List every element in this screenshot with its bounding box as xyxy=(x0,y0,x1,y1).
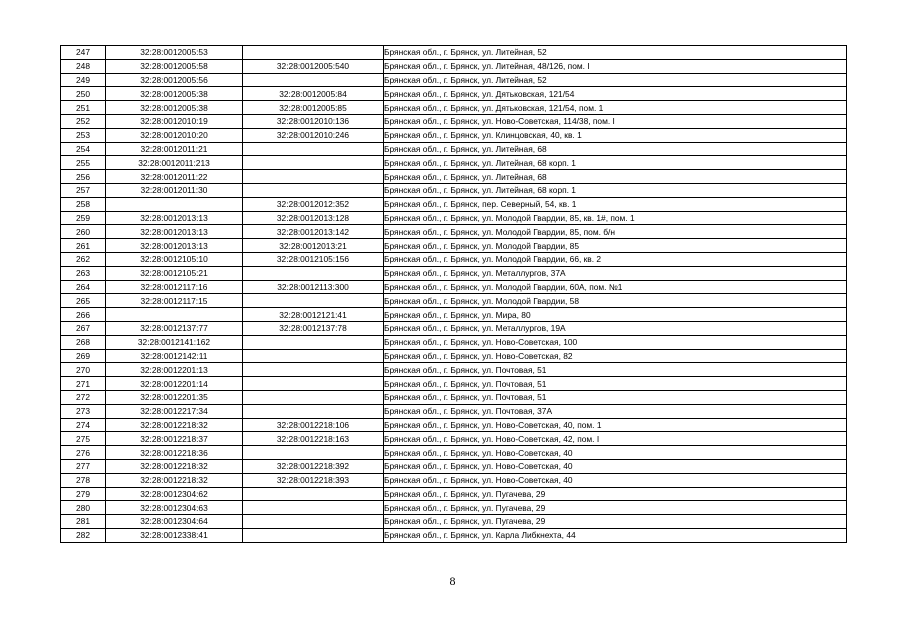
address-cell: Брянская обл., г. Брянск, ул. Ново-Советская, 40 xyxy=(384,446,847,460)
object-cadastral-number-cell xyxy=(243,390,384,404)
object-cadastral-number-cell: 32:28:0012005:84 xyxy=(243,87,384,101)
table-row xyxy=(61,349,847,363)
land-cadastral-number-cell: 32:28:0012105:10 xyxy=(106,252,243,266)
table-row xyxy=(61,487,847,501)
land-cadastral-number-cell: 32:28:0012005:38 xyxy=(106,87,243,101)
address-cell: Брянская обл., г. Брянск, ул. Литейная, 68 xyxy=(384,170,847,184)
address-cell: Брянская обл., г. Брянск, ул. Литейная, 68 корп. 1 xyxy=(384,156,847,170)
object-cadastral-number-cell: 32:28:0012005:85 xyxy=(243,101,384,115)
row-number-cell: 278 xyxy=(61,473,106,487)
table-row xyxy=(61,156,847,170)
address-cell: Брянская обл., г. Брянск, ул. Клинцовская, 40, кв. 1 xyxy=(384,128,847,142)
object-cadastral-number-cell: 32:28:0012121:41 xyxy=(243,308,384,322)
table-row xyxy=(61,128,847,142)
row-number-cell: 273 xyxy=(61,404,106,418)
table-row xyxy=(61,404,847,418)
table-row xyxy=(61,377,847,391)
table-row xyxy=(61,73,847,87)
row-number-cell: 272 xyxy=(61,390,106,404)
land-cadastral-number-cell: 32:28:0012011:22 xyxy=(106,170,243,184)
row-number-cell: 264 xyxy=(61,280,106,294)
object-cadastral-number-cell: 32:28:0012113:300 xyxy=(243,280,384,294)
land-cadastral-number-cell xyxy=(106,308,243,322)
object-cadastral-number-cell: 32:28:0012105:156 xyxy=(243,252,384,266)
land-cadastral-number-cell xyxy=(106,197,243,211)
row-number-cell: 250 xyxy=(61,87,106,101)
object-cadastral-number-cell xyxy=(243,363,384,377)
row-number-cell: 281 xyxy=(61,515,106,529)
table-row xyxy=(61,363,847,377)
land-cadastral-number-cell: 32:28:0012005:53 xyxy=(106,46,243,60)
object-cadastral-number-cell xyxy=(243,170,384,184)
row-number-cell: 261 xyxy=(61,239,106,253)
table-row xyxy=(61,501,847,515)
row-number-cell: 249 xyxy=(61,73,106,87)
table-row xyxy=(61,528,847,542)
table-row xyxy=(61,308,847,322)
land-cadastral-number-cell: 32:28:0012304:64 xyxy=(106,515,243,529)
property-registry-table xyxy=(60,45,847,543)
row-number-cell: 271 xyxy=(61,377,106,391)
row-number-cell: 275 xyxy=(61,432,106,446)
row-number-cell: 282 xyxy=(61,528,106,542)
address-cell: Брянская обл., г. Брянск, ул. Ново-Советская, 40 xyxy=(384,473,847,487)
land-cadastral-number-cell: 32:28:0012218:36 xyxy=(106,446,243,460)
land-cadastral-number-cell: 32:28:0012105:21 xyxy=(106,266,243,280)
table-row xyxy=(61,335,847,349)
land-cadastral-number-cell: 32:28:0012013:13 xyxy=(106,239,243,253)
address-cell: Брянская обл., г. Брянск, ул. Почтовая, 51 xyxy=(384,390,847,404)
land-cadastral-number-cell: 32:28:0012011:21 xyxy=(106,142,243,156)
object-cadastral-number-cell xyxy=(243,487,384,501)
land-cadastral-number-cell: 32:28:0012201:35 xyxy=(106,390,243,404)
row-number-cell: 265 xyxy=(61,294,106,308)
address-cell: Брянская обл., г. Брянск, ул. Литейная, 68 xyxy=(384,142,847,156)
row-number-cell: 256 xyxy=(61,170,106,184)
land-cadastral-number-cell: 32:28:0012218:32 xyxy=(106,459,243,473)
object-cadastral-number-cell: 32:28:0012218:163 xyxy=(243,432,384,446)
address-cell: Брянская обл., г. Брянск, ул. Металлургов, 19А xyxy=(384,321,847,335)
address-cell: Брянская обл., г. Брянск, ул. Молодой Гвардии, 85 xyxy=(384,239,847,253)
address-cell: Брянская обл., г. Брянск, ул. Литейная, 52 xyxy=(384,73,847,87)
row-number-cell: 268 xyxy=(61,335,106,349)
row-number-cell: 279 xyxy=(61,487,106,501)
table-row xyxy=(61,142,847,156)
row-number-cell: 274 xyxy=(61,418,106,432)
page-number: 8 xyxy=(449,574,456,588)
land-cadastral-number-cell: 32:28:0012137:77 xyxy=(106,321,243,335)
row-number-cell: 248 xyxy=(61,59,106,73)
table-row xyxy=(61,239,847,253)
object-cadastral-number-cell: 32:28:0012013:128 xyxy=(243,211,384,225)
land-cadastral-number-cell: 32:28:0012117:15 xyxy=(106,294,243,308)
address-cell: Брянская обл., г. Брянск, ул. Молодой Гвардии, 58 xyxy=(384,294,847,308)
table-row xyxy=(61,87,847,101)
table-row xyxy=(61,432,847,446)
object-cadastral-number-cell xyxy=(243,335,384,349)
address-cell: Брянская обл., г. Брянск, ул. Мира, 80 xyxy=(384,308,847,322)
land-cadastral-number-cell: 32:28:0012011:213 xyxy=(106,156,243,170)
table-row xyxy=(61,473,847,487)
object-cadastral-number-cell xyxy=(243,501,384,515)
object-cadastral-number-cell: 32:28:0012005:540 xyxy=(243,59,384,73)
row-number-cell: 276 xyxy=(61,446,106,460)
address-cell: Брянская обл., г. Брянск, ул. Литейная, 52 xyxy=(384,46,847,60)
row-number-cell: 259 xyxy=(61,211,106,225)
address-cell: Брянская обл., г. Брянск, ул. Пугачева, 29 xyxy=(384,501,847,515)
table-row xyxy=(61,459,847,473)
address-cell: Брянская обл., г. Брянск, ул. Пугачева, 29 xyxy=(384,487,847,501)
land-cadastral-number-cell: 32:28:0012218:32 xyxy=(106,473,243,487)
land-cadastral-number-cell: 32:28:0012010:20 xyxy=(106,128,243,142)
row-number-cell: 258 xyxy=(61,197,106,211)
address-cell: Брянская обл., г. Брянск, ул. Ново-Советская, 114/38, пом. I xyxy=(384,114,847,128)
object-cadastral-number-cell xyxy=(243,46,384,60)
row-number-cell: 266 xyxy=(61,308,106,322)
table-row xyxy=(61,390,847,404)
address-cell: Брянская обл., г. Брянск, ул. Ново-Советская, 82 xyxy=(384,349,847,363)
table-row xyxy=(61,211,847,225)
object-cadastral-number-cell xyxy=(243,446,384,460)
object-cadastral-number-cell: 32:28:0012010:136 xyxy=(243,114,384,128)
row-number-cell: 251 xyxy=(61,101,106,115)
row-number-cell: 280 xyxy=(61,501,106,515)
land-cadastral-number-cell: 32:28:0012005:58 xyxy=(106,59,243,73)
row-number-cell: 263 xyxy=(61,266,106,280)
address-cell: Брянская обл., г. Брянск, ул. Молодой Гвардии, 60А, пом. №1 xyxy=(384,280,847,294)
table-row xyxy=(61,183,847,197)
row-number-cell: 253 xyxy=(61,128,106,142)
object-cadastral-number-cell: 32:28:0012218:392 xyxy=(243,459,384,473)
table-row xyxy=(61,294,847,308)
object-cadastral-number-cell xyxy=(243,528,384,542)
address-cell: Брянская обл., г. Брянск, ул. Молодой Гвардии, 85, кв. 1#, пом. 1 xyxy=(384,211,847,225)
address-cell: Брянская обл., г. Брянск, ул. Пугачева, 29 xyxy=(384,515,847,529)
address-cell: Брянская обл., г. Брянск, ул. Почтовая, 51 xyxy=(384,363,847,377)
address-cell: Брянская обл., г. Брянск, ул. Дятьковская, 121/54, пом. 1 xyxy=(384,101,847,115)
table-row xyxy=(61,170,847,184)
table-row xyxy=(61,515,847,529)
object-cadastral-number-cell xyxy=(243,183,384,197)
row-number-cell: 262 xyxy=(61,252,106,266)
land-cadastral-number-cell: 32:28:0012013:13 xyxy=(106,211,243,225)
address-cell: Брянская обл., г. Брянск, пер. Северный, 54, кв. 1 xyxy=(384,197,847,211)
table-row xyxy=(61,266,847,280)
table-row xyxy=(61,418,847,432)
address-cell: Брянская обл., г. Брянск, ул. Молодой Гвардии, 85, пом. б/н xyxy=(384,225,847,239)
land-cadastral-number-cell: 32:28:0012005:38 xyxy=(106,101,243,115)
land-cadastral-number-cell: 32:28:0012117:16 xyxy=(106,280,243,294)
object-cadastral-number-cell xyxy=(243,266,384,280)
row-number-cell: 255 xyxy=(61,156,106,170)
address-cell: Брянская обл., г. Брянск, ул. Ново-Советская, 100 xyxy=(384,335,847,349)
object-cadastral-number-cell xyxy=(243,377,384,391)
address-cell: Брянская обл., г. Брянск, ул. Литейная, 48/126, пом. I xyxy=(384,59,847,73)
land-cadastral-number-cell: 32:28:0012218:32 xyxy=(106,418,243,432)
land-cadastral-number-cell: 32:28:0012142:11 xyxy=(106,349,243,363)
object-cadastral-number-cell xyxy=(243,156,384,170)
object-cadastral-number-cell xyxy=(243,294,384,308)
object-cadastral-number-cell xyxy=(243,73,384,87)
land-cadastral-number-cell: 32:28:0012013:13 xyxy=(106,225,243,239)
table-row xyxy=(61,197,847,211)
table-row xyxy=(61,59,847,73)
land-cadastral-number-cell: 32:28:0012304:62 xyxy=(106,487,243,501)
table-row xyxy=(61,446,847,460)
object-cadastral-number-cell xyxy=(243,349,384,363)
address-cell: Брянская обл., г. Брянск, ул. Почтовая, 37А xyxy=(384,404,847,418)
object-cadastral-number-cell: 32:28:0012218:106 xyxy=(243,418,384,432)
address-cell: Брянская обл., г. Брянск, ул. Почтовая, 51 xyxy=(384,377,847,391)
address-cell: Брянская обл., г. Брянск, ул. Ново-Советская, 40, пом. 1 xyxy=(384,418,847,432)
row-number-cell: 252 xyxy=(61,114,106,128)
land-cadastral-number-cell: 32:28:0012201:14 xyxy=(106,377,243,391)
object-cadastral-number-cell: 32:28:0012010:246 xyxy=(243,128,384,142)
row-number-cell: 277 xyxy=(61,459,106,473)
registry-table-body xyxy=(61,46,847,543)
object-cadastral-number-cell: 32:28:0012012:352 xyxy=(243,197,384,211)
table-row xyxy=(61,114,847,128)
row-number-cell: 257 xyxy=(61,183,106,197)
table-row xyxy=(61,321,847,335)
row-number-cell: 270 xyxy=(61,363,106,377)
address-cell: Брянская обл., г. Брянск, ул. Карла Либкнехта, 44 xyxy=(384,528,847,542)
row-number-cell: 260 xyxy=(61,225,106,239)
land-cadastral-number-cell: 32:28:0012005:56 xyxy=(106,73,243,87)
object-cadastral-number-cell xyxy=(243,404,384,418)
land-cadastral-number-cell: 32:28:0012304:63 xyxy=(106,501,243,515)
object-cadastral-number-cell: 32:28:0012137:78 xyxy=(243,321,384,335)
row-number-cell: 269 xyxy=(61,349,106,363)
land-cadastral-number-cell: 32:28:0012141:162 xyxy=(106,335,243,349)
row-number-cell: 247 xyxy=(61,46,106,60)
row-number-cell: 267 xyxy=(61,321,106,335)
object-cadastral-number-cell xyxy=(243,515,384,529)
row-number-cell: 254 xyxy=(61,142,106,156)
address-cell: Брянская обл., г. Брянск, ул. Металлургов, 37А xyxy=(384,266,847,280)
land-cadastral-number-cell: 32:28:0012201:13 xyxy=(106,363,243,377)
table-row xyxy=(61,252,847,266)
land-cadastral-number-cell: 32:28:0012010:19 xyxy=(106,114,243,128)
object-cadastral-number-cell: 32:28:0012013:21 xyxy=(243,239,384,253)
object-cadastral-number-cell xyxy=(243,142,384,156)
address-cell: Брянская обл., г. Брянск, ул. Ново-Советская, 40 xyxy=(384,459,847,473)
table-row xyxy=(61,225,847,239)
land-cadastral-number-cell: 32:28:0012218:37 xyxy=(106,432,243,446)
address-cell: Брянская обл., г. Брянск, ул. Молодой Гвардии, 66, кв. 2 xyxy=(384,252,847,266)
address-cell: Брянская обл., г. Брянск, ул. Ново-Советская, 42, пом. I xyxy=(384,432,847,446)
land-cadastral-number-cell: 32:28:0012011:30 xyxy=(106,183,243,197)
table-row xyxy=(61,101,847,115)
address-cell: Брянская обл., г. Брянск, ул. Литейная, 68 корп. 1 xyxy=(384,183,847,197)
land-cadastral-number-cell: 32:28:0012338:41 xyxy=(106,528,243,542)
table-row xyxy=(61,280,847,294)
object-cadastral-number-cell: 32:28:0012218:393 xyxy=(243,473,384,487)
land-cadastral-number-cell: 32:28:0012217:34 xyxy=(106,404,243,418)
object-cadastral-number-cell: 32:28:0012013:142 xyxy=(243,225,384,239)
table-row xyxy=(61,46,847,60)
address-cell: Брянская обл., г. Брянск, ул. Дятьковская, 121/54 xyxy=(384,87,847,101)
